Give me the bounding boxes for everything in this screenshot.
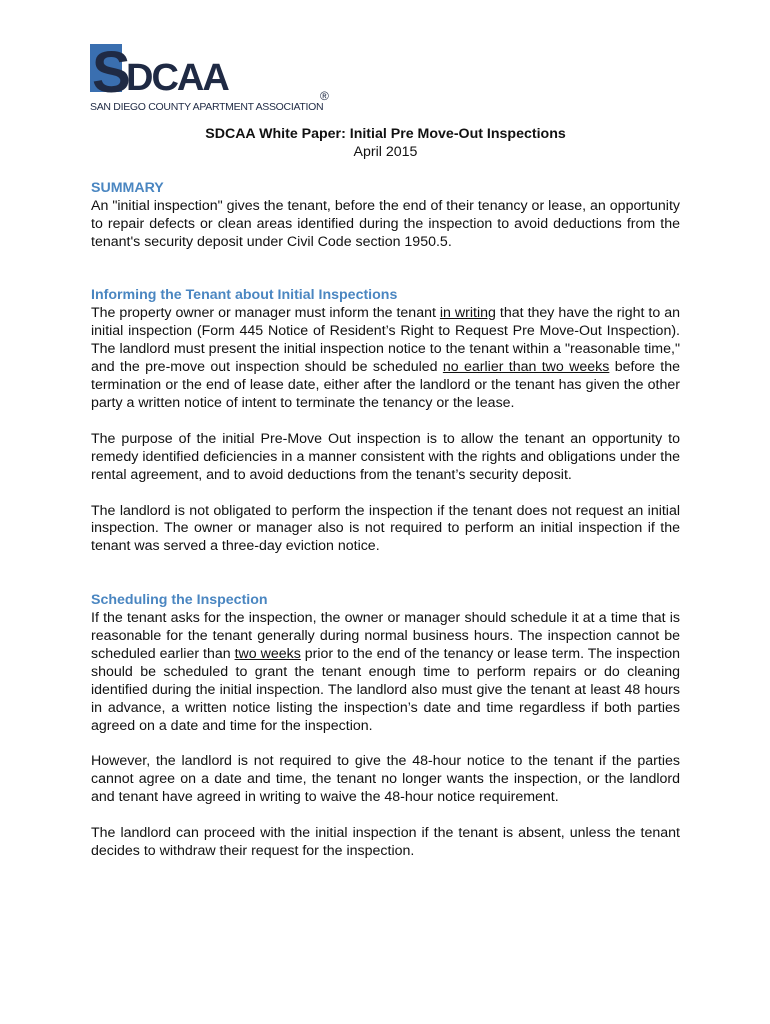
informing-heading: Informing the Tenant about Initial Inspections <box>91 287 398 304</box>
document-body <box>91 126 680 861</box>
document-date: April 2015 <box>353 143 418 160</box>
scheduling-paragraph-2: However, the landlord is not required to give the 48-hour notice to the tenant if the parties cannot agree on a date and time, the tenant no longer wants the inspection, or the landlord and tenant have agreed in writing to waive the 48-hour notice requirement. <box>91 753 680 806</box>
scheduling-paragraph-3: The landlord can proceed with the initial inspection if the tenant is absent, unless the tenant decides to withdraw their request for the inspection. <box>91 825 680 860</box>
svg-text:®: ® <box>320 89 329 103</box>
scheduling-heading: Scheduling the Inspection <box>91 592 268 609</box>
sdcaa-logo <box>88 42 348 112</box>
summary-heading: SUMMARY <box>91 179 164 196</box>
informing-paragraph-2: The purpose of the initial Pre-Move Out inspection is to allow the tenant an opportunity to remedy identified deficiencies in a manner consistent with the rights and obligations under the rental agreement, and to avoid deductions from the tenant’s security deposit. <box>91 430 680 483</box>
scheduling-paragraph-1: If the tenant asks for the inspection, the owner or manager should schedule it at a time that is reasonable for the tenant generally during normal business hours. The inspection cannot be scheduled earlier than two weeks prior to the end of the tenancy or lease term. The inspection should be scheduled to grant the tenant enough time to perform repairs or do cleaning identified during the initial inspection. The landlord also must give the tenant at least 48 hours in advance, a written notice listing the inspection’s date and time regardless if both parties agreed on a date and time for the inspection. <box>91 610 681 734</box>
summary-text: An "initial inspection" gives the tenant, before the end of their tenancy or lease, an opportunity to repair defects or clean areas identified during the inspection to avoid deductions from the tenant's security deposit under Civil Code section 1950.5. <box>91 197 680 250</box>
informing-paragraph-3: The landlord is not obligated to perform the inspection if the tenant does not request an initial inspection. The owner or manager also is not required to perform an initial inspection if the tenant was served a three-day eviction notice. <box>91 502 680 555</box>
document-title: SDCAA White Paper: Initial Pre Move-Out Inspections <box>205 126 566 142</box>
svg-text:SAN DIEGO COUNTY APARTMENT ASS: SAN DIEGO COUNTY APARTMENT ASSOCIATION <box>90 101 324 112</box>
svg-text:S: S <box>92 42 131 105</box>
informing-paragraph-1: The property owner or manager must inform the tenant in writing that they have the right to an initial inspection (Form 445 Notice of Resident’s Right to Request Pre Move-Out Inspection). The landlord must present the initial inspection notice to the tenant within a "reasonable time," and the pre-move out inspection should be scheduled no earlier than two weeks before the termination or the end of lease date, either after the landlord or the tenant has given the other party a written notice of intent to terminate the tenancy or the lease. <box>91 305 680 411</box>
svg-text:DCAA: DCAA <box>126 57 228 99</box>
